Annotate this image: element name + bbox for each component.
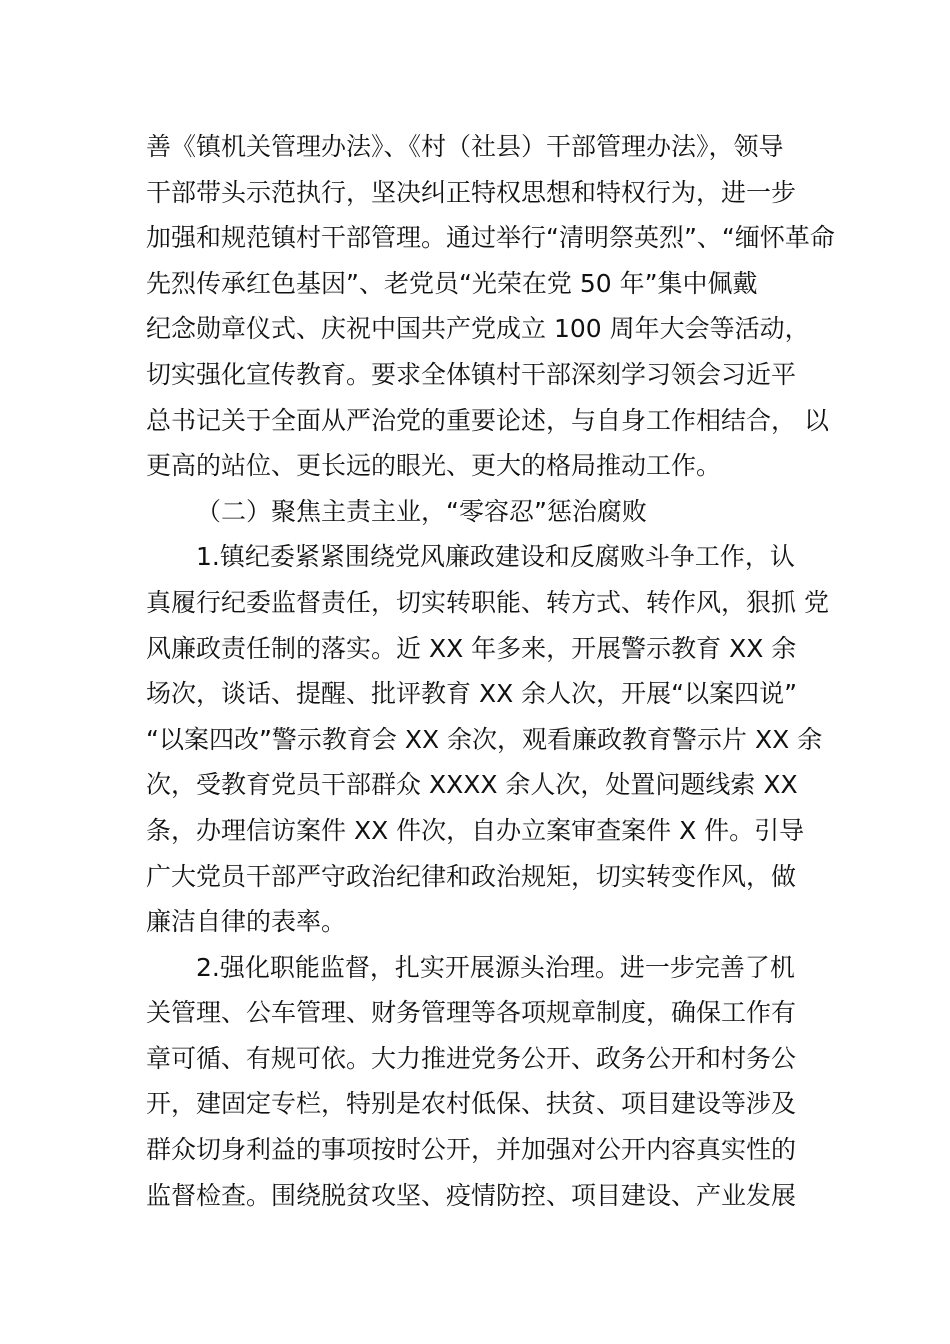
paragraph-line: 更高的站位、更长远的眼光、更大的格局推动工作。 xyxy=(146,451,722,481)
paragraph-line: 总书记关于全面从严治党的重要论述，与自身工作相结合， 以 xyxy=(146,405,829,435)
section-heading: （二）聚焦主责主业，“零容忍”惩治腐败 xyxy=(196,496,647,526)
paragraph-line: 加强和规范镇村干部管理。通过举行“清明祭英烈”、“缅怀革命 xyxy=(146,223,835,253)
paragraph-line: 真履行纪委监督责任，切实转职能、转方式、转作风，狠抓 党 xyxy=(146,587,829,617)
paragraph-line: 2.强化职能监督，扎实开展源头治理。进一步完善了机 xyxy=(196,952,795,982)
paragraph-line: 1.镇纪委紧紧围绕党风廉政建设和反腐败斗争工作，认 xyxy=(196,542,795,572)
paragraph-line: 廉洁自律的表率。 xyxy=(146,907,347,937)
paragraph-line: 群众切身利益的事项按时公开，并加强对公开内容真实性的 xyxy=(146,1135,797,1165)
paragraph-line: 切实强化宣传教育。要求全体镇村干部深刻学习领会习近平 xyxy=(146,359,797,389)
paragraph-line: 纪念勋章仪式、庆祝中国共产党成立 100 周年大会等活动， xyxy=(146,314,810,344)
paragraph-line: “以案四改”警示教育会 XX 余次，观看廉政教育警示片 XX 余 xyxy=(146,724,823,754)
paragraph-line: 场次，谈话、提醒、批评教育 XX 余人次，开展“以案四说” xyxy=(146,679,798,709)
document-body xyxy=(146,124,835,1218)
paragraph-line: 开，建固定专栏，特别是农村低保、扶贫、项目建设等涉及 xyxy=(146,1089,797,1119)
paragraph-line: 条，办理信访案件 XX 件次，自办立案审查案件 X 件。引导 xyxy=(146,815,805,845)
paragraph-line: 先烈传承红色基因”、老党员“光荣在党 50 年”集中佩戴 xyxy=(146,268,758,298)
paragraph-line: 次，受教育党员干部群众 XXXX 余人次，处置问题线索 XX xyxy=(146,770,798,800)
paragraph-line: 干部带头示范执行，坚决纠正特权思想和特权行为，进一步 xyxy=(146,177,797,207)
paragraph-line: 善《镇机关管理办法》、《村（社县）干部管理办法》，领导 xyxy=(146,132,784,161)
paragraph-line: 章可循、有规可依。大力推进党务公开、政务公开和村务公 xyxy=(146,1043,797,1073)
paragraph-line: 监督检查。围绕脱贫攻坚、疫情防控、项目建设、产业发展 xyxy=(146,1180,797,1210)
paragraph-line: 关管理、公车管理、财务管理等各项规章制度，确保工作有 xyxy=(146,998,797,1028)
paragraph-line: 广大党员干部严守政治纪律和政治规矩，切实转变作风，做 xyxy=(146,861,797,891)
paragraph-line: 风廉政责任制的落实。近 XX 年多来，开展警示教育 XX 余 xyxy=(146,633,797,663)
